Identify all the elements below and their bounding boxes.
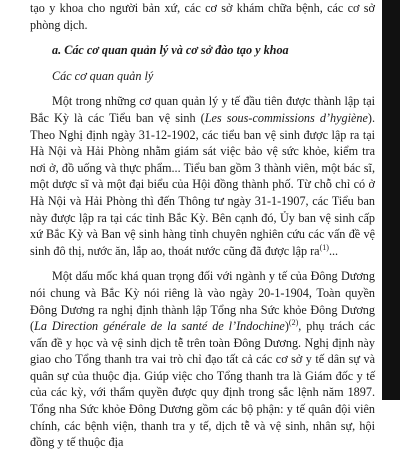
footnote-ref-2: (2) — [288, 318, 299, 328]
paragraph-2-text-a: Một dấu mốc khá quan trọng đối với ngành y tế của Đông Dương nói chung và Bắc Kỳ nói riêng là vào ngày 20-1-1904, Toàn quyền Đông Dương ra nghị định thành lập Tổng nha Sức khỏe Đông Dương ( — [30, 269, 375, 334]
paragraph-1-text-a: Một trong những cơ quan quản lý y tế đầu tiên được thành lập tại Bắc Kỳ là các Tiểu ban vệ sinh ( — [30, 94, 375, 125]
page-body-text — [30, 0, 375, 451]
paragraph-2-italic-term: La Direction générale de la santé de l’Indochine — [34, 319, 285, 334]
paragraph-2-text-end: , phụ trách các vấn đề y học và vệ sinh dịch tễ trên toàn Đông Dương. Nghị định này giao cho Tổng thanh tra vai trò chỉ đạo tất cả các cơ sở y tế dân sự và quân sự của thuộc địa. Giúp việc cho Tổng thanh tra là Giám đốc y tế của các kỳ, với thẩm quyền được quy định trong sắc lệnh năm 1897. Tổng nha Sức khỏe Đông Dương gồm các bộ phận: y tế quân đội viên chính, các bệnh viện, thanh tra y tế, dịch tễ và vệ sinh, nhân sự, hội đồng y tế thuộc địa — [30, 319, 376, 450]
page-edge-bar — [382, 0, 400, 400]
paragraph-1-italic-term: Les sous-commissions d’hygiène — [204, 110, 368, 125]
footnote-ref-1: (1) — [319, 242, 329, 252]
section-heading: a. Các cơ quan quản lý và cơ sở đào tạo y khoa — [52, 43, 289, 58]
paragraph-1-text-end: ... — [328, 243, 339, 258]
paragraph-2 — [30, 268, 375, 451]
paragraph-1-text-b: ). Theo Nghị định ngày 31-12-1902, các tiểu ban vệ sinh được lập ra tại Hà Nội và Hải Phòng nhằm giám sát việc bảo vệ sức khỏe, kiểm tra nơi ở, đồ uống và thực phẩm... Tiểu ban gồm 3 thành viên, một bác sĩ, một dược sĩ và một đại biểu của Hội đồng thành phố. Từ chỗ chỉ có ở Hà Nội và Hải Phòng thì đến Thông tư ngày 31-1-1907, các Tiểu ban này được lập ra tại các tỉnh Bắc Kỳ. Bên cạnh đó, Ủy ban vệ sinh cấp xứ Bắc Kỳ và Ban vệ sinh hàng tỉnh chuyên nghiên cứu các vấn đề vệ sinh đô thị, nước ăn, lắp ao, thoát nước cũng đã được lập ra — [30, 110, 375, 258]
paragraph-1 — [30, 93, 375, 259]
intro-text: tạo y khoa cho người bản xứ, các cơ sở khám chữa bệnh, các cơ sở phòng dịch. — [30, 1, 375, 32]
subsection-heading: Các cơ quan quản lý — [52, 68, 154, 83]
paragraph-2-text-b: ) — [284, 319, 289, 334]
